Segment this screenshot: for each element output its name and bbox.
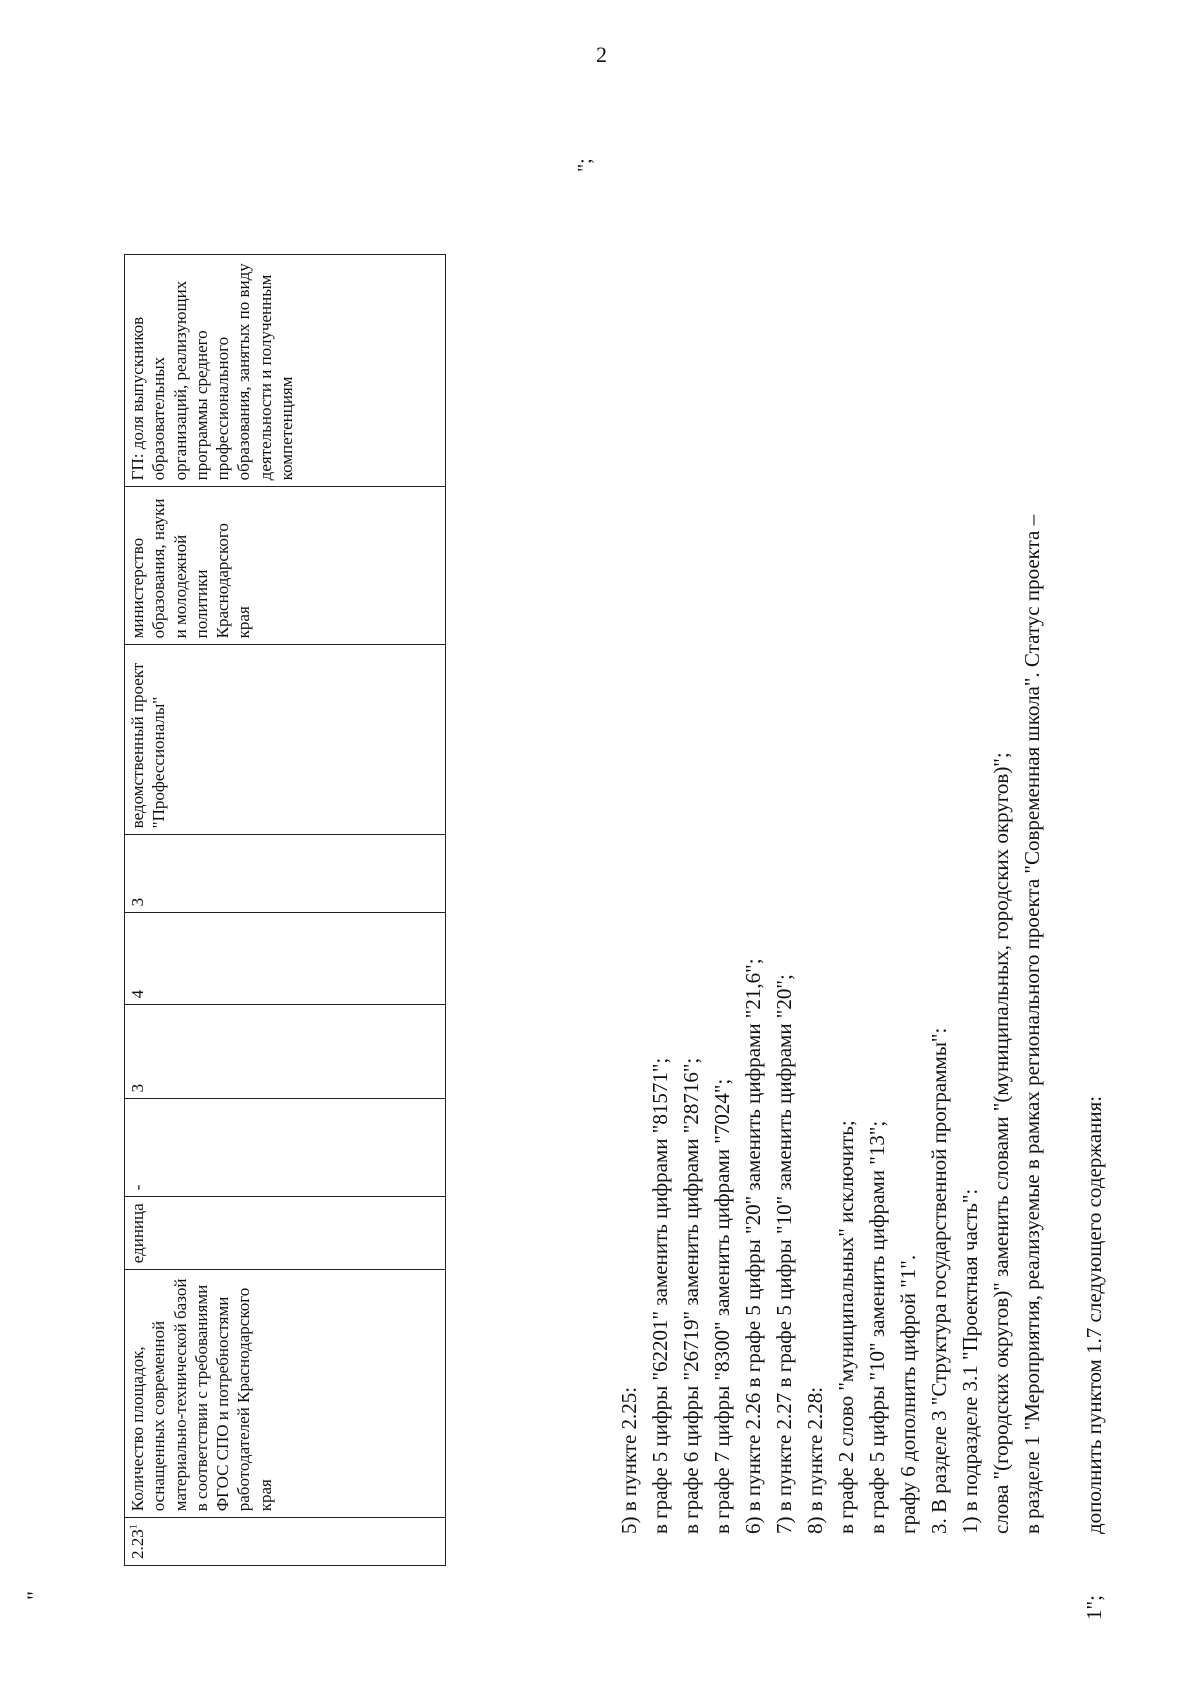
text-line: слова "(городских округов)" заменить словами "(муниципальных, городских округов)"; [989,752,1013,1534]
text-line: в графе 5 цифры "10" заменить цифрами "13"; [865,1120,889,1534]
row-number: 2.23 [128,1529,147,1559]
opening-quote: " [22,1591,47,1600]
text-line: дополнить пунктом 1.7 следующего содержания: [1082,1095,1106,1534]
text-line: 1"; [1082,1595,1106,1620]
text-line: в разделе 1 "Мероприятия, реализуемые в рамках регионального проекта "Современная школа". Статус проекта – [1020,514,1044,1534]
text-line: 8) в пункте 2.28: [803,1386,827,1534]
amendment-text [614,116,1048,1566]
page-number: 2 [596,42,607,67]
goal-cell: ГП: доля выпускников образовательных организаций, реализующих программы среднего профессионального образования, занятых по виду деятельности и полученным компетенциям [125,255,446,487]
text-line: в графе 2 слово "муниципальных" исключить; [834,1120,858,1534]
amendment-table [124,254,446,1566]
text-line: 1) в подразделе 3.1 "Проектная часть": [958,1188,982,1534]
row-number-cell [125,1518,446,1566]
text-line: 5) в пункте 2.25: [617,1386,641,1534]
text-line: графу 6 дополнить цифрой "1". [896,1254,920,1534]
text-line: 7) в пункте 2.27 в графе 5 цифры "10" заменить цифрами "20"; [772,974,796,1534]
responsible-cell: министерство образования, науки и молодежной политики Краснодарского края [125,487,446,645]
text-line: в графе 6 цифры "26719" заменить цифрами "28716"; [679,1057,703,1534]
text-line: в графе 5 цифры "62201" заменить цифрами "81571"; [648,1057,672,1534]
rotated-page-content [22,90,1150,1620]
value-cell: 4 [125,913,446,1005]
value-cell: 3 [125,1005,446,1099]
text-line: 6) в пункте 2.26 в графе 5 цифры "20" заменить цифрами "21,6"; [741,958,765,1534]
project-cell: ведомственный проект "Профессионалы" [125,645,446,835]
value-cell: 3 [125,835,446,913]
text-line: в графе 7 цифры "8300" заменить цифрами "7024"; [710,1078,734,1534]
indicator-cell: Количество площадок, оснащенных современной материально-технической базой в соответствии с требованиями ФГОС СПО и потребностями работодателей Краснодарского края [125,1270,446,1518]
text-line: 3. В разделе 3 "Структура государственной программы": [927,1027,951,1534]
table-row [125,255,446,1566]
row-number-superscript: 1 [128,1524,140,1530]
value-cell: - [125,1099,446,1197]
unit-cell: единица [125,1197,446,1270]
closing-quote: "; [574,158,596,172]
